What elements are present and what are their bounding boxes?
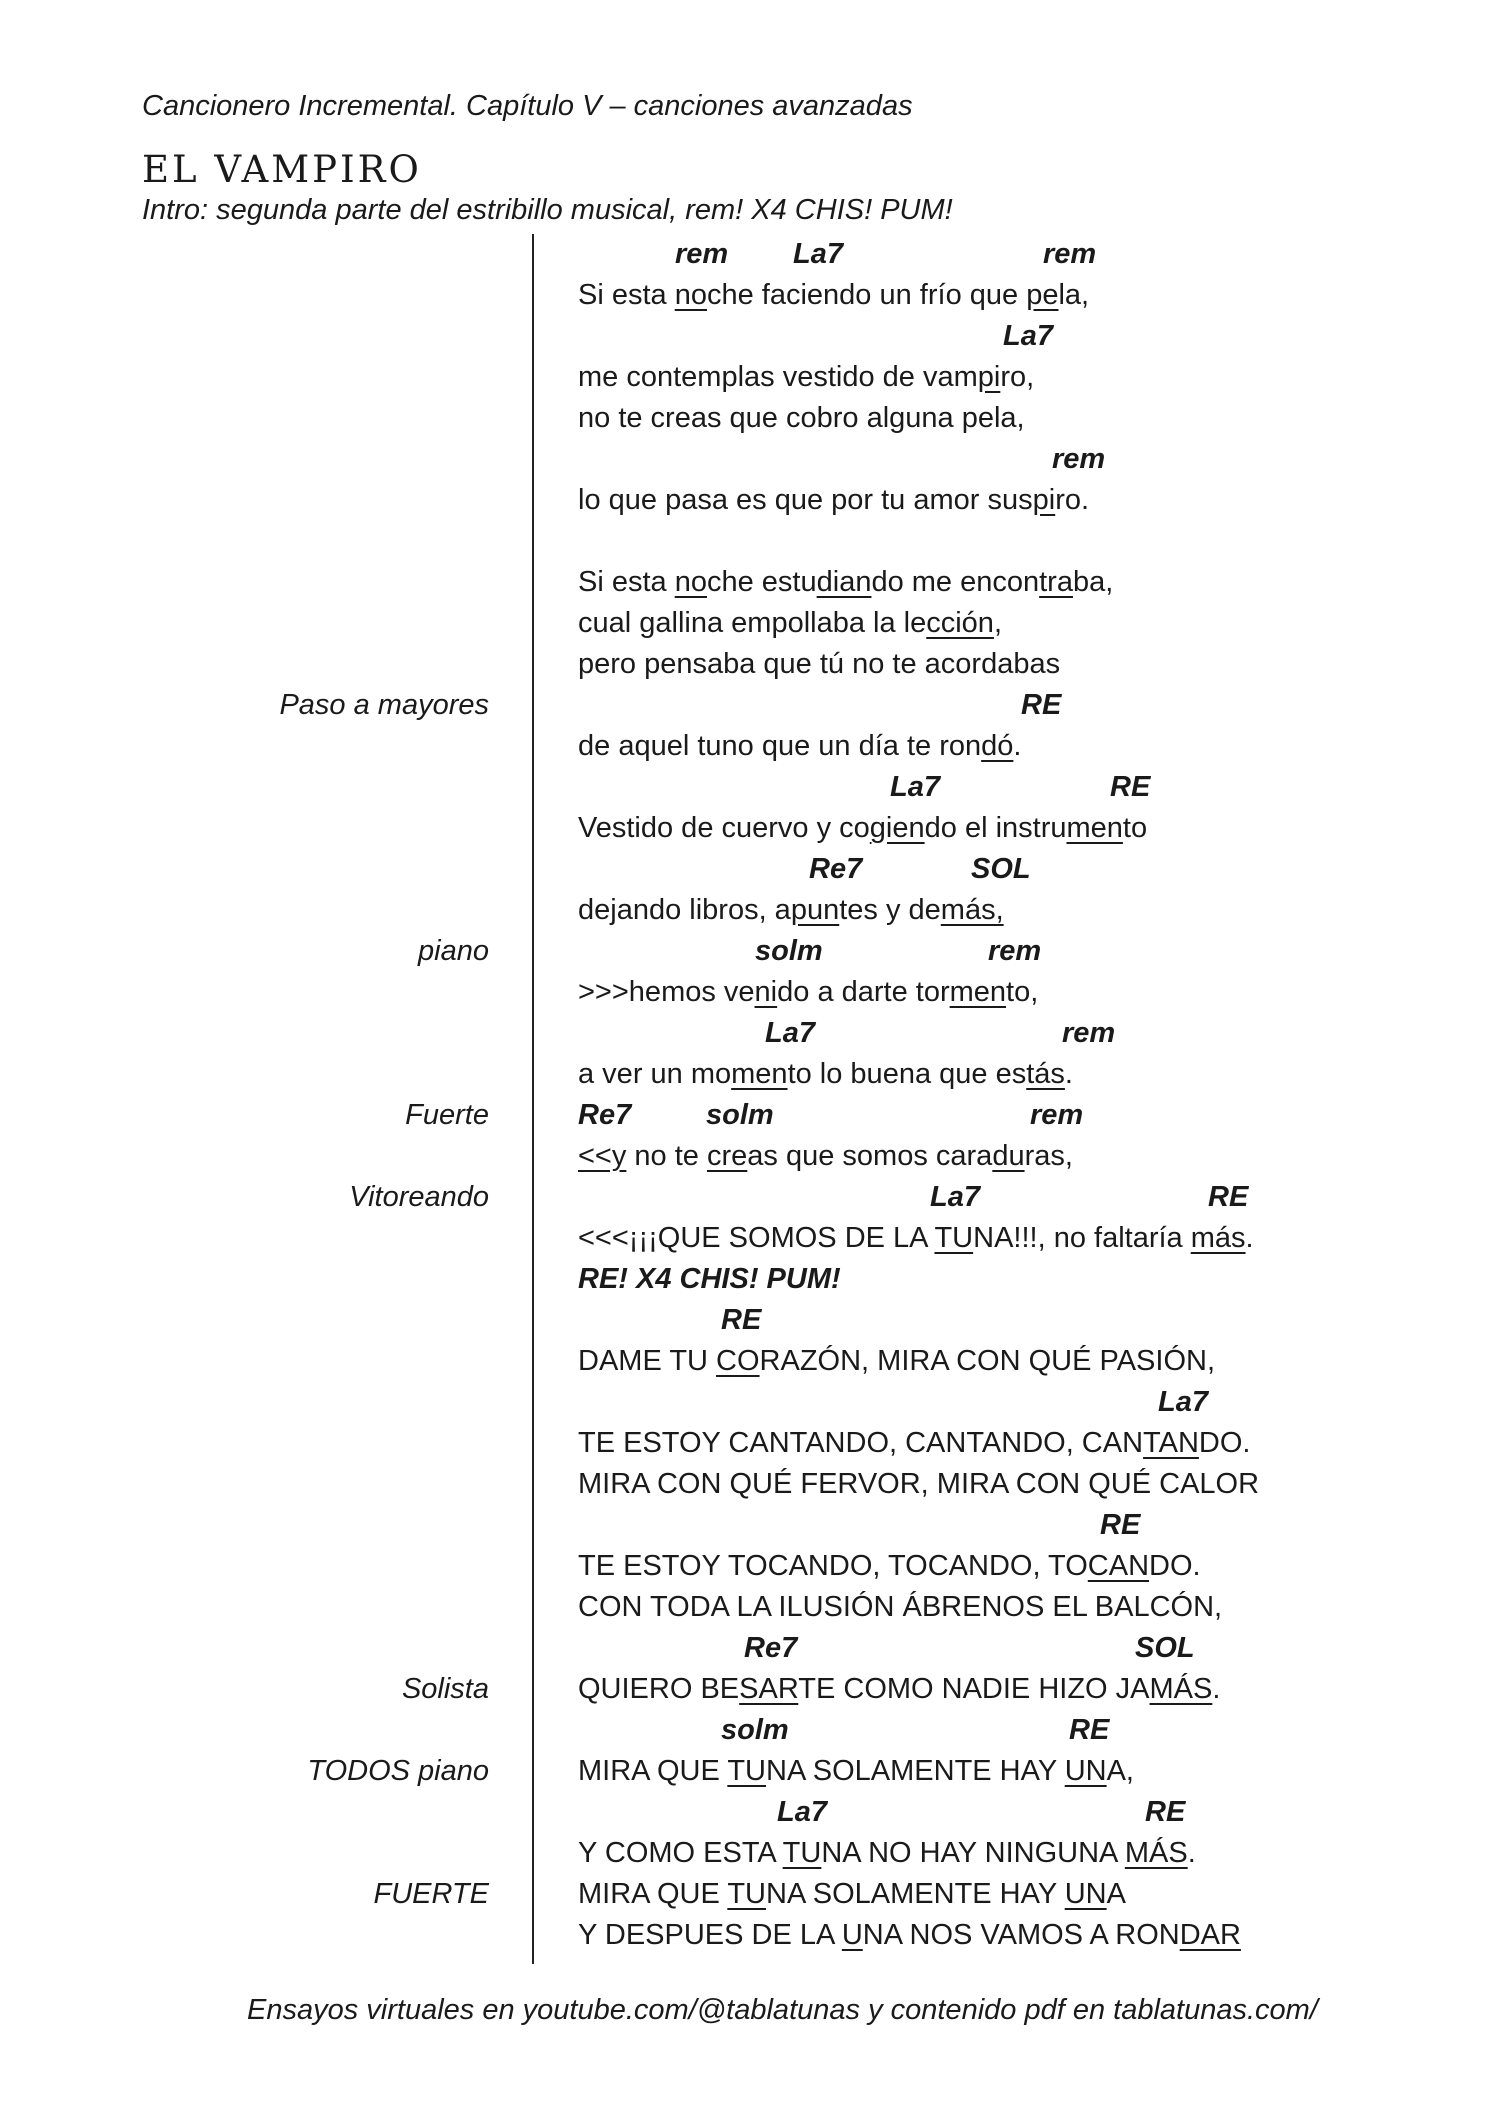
lyric-text: to lo buena que es [787,1058,1027,1090]
lyric-text: Si esta [578,566,675,598]
lyric-text: . [1212,1673,1221,1705]
chord-line [578,767,1438,808]
chord: rem [1062,1017,1116,1049]
lyric-text: MIRA QUE [578,1878,728,1910]
stressed-syllable: men [949,976,1007,1008]
lyric-line [578,1464,1438,1505]
lyric-text: to [1122,812,1148,844]
lyric-text: Y DESPUES DE LA [578,1919,842,1951]
performance-note: Paso a mayores [279,689,489,721]
chord: La7 [765,1017,815,1049]
chord: RE [721,1304,762,1336]
lyric-text: NA NOS VAMOS A RON [862,1919,1180,1951]
lyric-text: la, [1058,279,1090,311]
lyric-line [578,562,1438,603]
chord: SOL [971,853,1031,885]
stressed-syllable: <<y [578,1140,627,1172]
lyric-text: , [993,607,1002,639]
lyric-text: as que somos cara [747,1140,993,1172]
stressed-syllable: TAN [1143,1427,1199,1459]
lyric-line [578,1874,1438,1915]
chord-line [578,1628,1438,1669]
lyric-text: che faciendo un frío que [706,279,1027,311]
lyric-text: no te [626,1140,707,1172]
chord: rem [1043,238,1097,270]
chord: solm [721,1714,789,1746]
chord: La7 [930,1181,980,1213]
footer-text: Ensayos virtuales en youtube.com/@tablatunas y contenido pdf en tablatunas.com/ [247,1994,1318,2026]
lyric-line [578,1054,1438,1095]
lyric-text: ro, [1000,361,1035,393]
stressed-syllable: TU [782,1837,822,1869]
stressed-syllable: du [992,1140,1025,1172]
lyric-text: . [1013,730,1022,762]
lyric-text: cual gallina empollaba la le [578,607,927,639]
column-divider [532,234,534,1964]
lyric-text: do me encon [871,566,1040,598]
chord-line [578,685,1438,726]
chord: RE [1021,689,1062,721]
lyric-text: RAZÓN, MIRA CON QUÉ PASIÓN, [759,1345,1216,1377]
chord: rem [1030,1099,1084,1131]
lyric-text: che estu [706,566,817,598]
instrumental-cue: RE! X4 CHIS! PUM! [578,1263,841,1295]
chapter-header: Cancionero Incremental. Capítulo V – canciones avanzadas [142,90,913,122]
lyric-text: NA NO HAY NINGUNA [821,1837,1125,1869]
lyric-text: QUIERO BE [578,1673,740,1705]
stressed-syllable: dó [981,730,1014,762]
lyric-text: me contemplas vestido de vam [578,361,978,393]
chord: La7 [777,1796,827,1828]
lyric-line [578,603,1438,644]
lyric-text: tes y de [839,894,941,926]
lyric-line [578,357,1438,398]
lyric-text: no te creas que cobro alguna pela, [578,402,1025,434]
lyric-text: >>>hemos ve [578,976,755,1008]
stressed-syllable: pe [1026,279,1059,311]
stressed-syllable: más [1190,1222,1246,1254]
lyric-line [578,726,1438,767]
performance-note: TODOS piano [307,1755,489,1787]
lyric-line [578,398,1438,439]
lyrics-block [578,234,1438,1956]
lyric-text: CON TODA LA ILUSIÓN ÁBRENOS EL BALCÓN, [578,1591,1223,1623]
chord-line [578,1382,1438,1423]
lyric-text: dejando libros, a [578,894,791,926]
lyric-text: do el instru [924,812,1067,844]
lyric-text: NA SOLAMENTE HAY [766,1878,1065,1910]
stressed-syllable: CAN [1087,1550,1150,1582]
lyric-line [578,1751,1438,1792]
chord-line [578,1710,1438,1751]
chord: RE [1208,1181,1249,1213]
chord: La7 [793,238,843,270]
chord: rem [1052,443,1106,475]
chord: solm [755,935,823,967]
lyric-text: Y COMO ESTA [578,1837,783,1869]
stressed-syllable: MÁS [1149,1673,1213,1705]
intro-text: Intro: segunda parte del estribillo musical, rem! X4 CHIS! PUM! [142,194,953,226]
blank-line [578,521,1438,562]
chord: RE [1100,1509,1141,1541]
stressed-syllable: CO [716,1345,760,1377]
lyric-text: ro. [1055,484,1090,516]
lyric-text: de aquel tuno que un día te ron [578,730,982,762]
stressed-syllable: UN [1064,1755,1107,1787]
lyric-text: Vestido de cuervo y co [578,812,870,844]
lyric-line [578,1587,1438,1628]
chord: RE [1110,771,1151,803]
chord: solm [706,1099,774,1131]
lyric-text: to, [1006,976,1039,1008]
lyric-text: DO. [1149,1550,1201,1582]
stressed-syllable: cción [926,607,994,639]
chord-line [578,1095,1438,1136]
lyric-line [578,808,1438,849]
lyric-text: ras, [1024,1140,1073,1172]
stressed-syllable: TU [934,1222,974,1254]
lyric-text: ba, [1072,566,1114,598]
lyric-line [578,1136,1438,1177]
lyric-text: TE ESTOY TOCANDO, TOCANDO, TO [578,1550,1088,1582]
stressed-syllable: no [674,279,707,311]
lyric-line [578,1341,1438,1382]
lyric-line [578,1218,1438,1259]
chord: rem [675,238,729,270]
lyric-text: pero pensaba que tú no te acordabas [578,648,1061,680]
lyric-text: <<<¡¡¡QUE SOMOS DE LA [578,1222,935,1254]
stressed-syllable: ni [754,976,778,1008]
chord-line [578,1013,1438,1054]
stressed-syllable: men [1066,812,1123,844]
lyric-line [578,1915,1438,1956]
stressed-syllable: tás [1026,1058,1065,1090]
chord: Re7 [809,853,863,885]
stressed-syllable: cre [707,1140,748,1172]
performance-note: Solista [401,1673,489,1705]
stressed-syllable: TU [727,1878,767,1910]
lyric-line [578,644,1438,685]
lyric-text: A, [1106,1755,1134,1787]
lyric-text: A [1106,1878,1126,1910]
lyric-line [578,480,1438,521]
lyric-line [578,1833,1438,1874]
lyric-text: MIRA QUE [578,1755,728,1787]
lyric-text: do a darte tor [777,976,950,1008]
lyric-line [578,972,1438,1013]
lyric-text: . [1187,1837,1196,1869]
stressed-syllable: men [731,1058,788,1090]
performance-note: FUERTE [373,1878,489,1910]
stressed-syllable: pun [790,894,840,926]
chord-line [578,1177,1438,1218]
stressed-syllable: MÁS [1124,1837,1188,1869]
lyric-text: NA!!!, no faltaría [973,1222,1191,1254]
stressed-syllable: pi [977,361,1001,393]
chord-line [578,316,1438,357]
stressed-syllable: dian [816,566,872,598]
chord: Re7 [578,1099,632,1131]
stressed-syllable: gien [869,812,925,844]
chord: rem [988,935,1042,967]
lyric-text: Si esta [578,279,675,311]
lyric-text: TE ESTOY CANTANDO, CANTANDO, CAN [578,1427,1144,1459]
chord: Re7 [744,1632,798,1664]
chord: RE [1069,1714,1110,1746]
stressed-syllable: no [674,566,707,598]
chord: SOL [1135,1632,1195,1664]
performance-note: piano [418,935,489,967]
stressed-syllable: UN [1064,1878,1107,1910]
lyric-text: a ver un mo [578,1058,732,1090]
stressed-syllable: TU [727,1755,767,1787]
chord-line [578,1792,1438,1833]
chord: La7 [890,771,940,803]
chord-line [578,234,1438,275]
stressed-syllable: pi [1032,484,1056,516]
performance-note: Vitoreando [349,1181,489,1213]
lyric-text: NA SOLAMENTE HAY [766,1755,1065,1787]
song-title: EL VAMPIRO [142,148,422,191]
chord-line [578,1300,1438,1341]
lyric-line [578,1669,1438,1710]
chord-line [578,931,1438,972]
chord-line [578,439,1438,480]
stressed-syllable: SAR [739,1673,799,1705]
lyric-text: DO. [1198,1427,1251,1459]
performance-note: Fuerte [405,1099,489,1131]
stressed-syllable: tra [1039,566,1073,598]
chord: La7 [1158,1386,1208,1418]
lyric-text: lo que pasa es que por tu amor sus [578,484,1033,516]
lyric-text: MIRA CON QUÉ FERVOR, MIRA CON QUÉ CALOR [578,1468,1260,1500]
chord-line [578,1505,1438,1546]
lyric-line [578,275,1438,316]
chord-line [578,849,1438,890]
stressed-syllable: más, [940,894,1004,926]
chord: La7 [1003,320,1053,352]
lyric-line [578,1423,1438,1464]
lyric-line [578,1546,1438,1587]
chord: RE [1145,1796,1186,1828]
stressed-syllable: DAR [1179,1919,1241,1951]
lyric-text: TE COMO NADIE HIZO JA [798,1673,1150,1705]
lyric-text: DAME TU [578,1345,717,1377]
stressed-syllable: U [841,1919,863,1951]
lyric-line [578,890,1438,931]
lyric-text: . [1064,1058,1073,1090]
lyric-text: . [1245,1222,1254,1254]
